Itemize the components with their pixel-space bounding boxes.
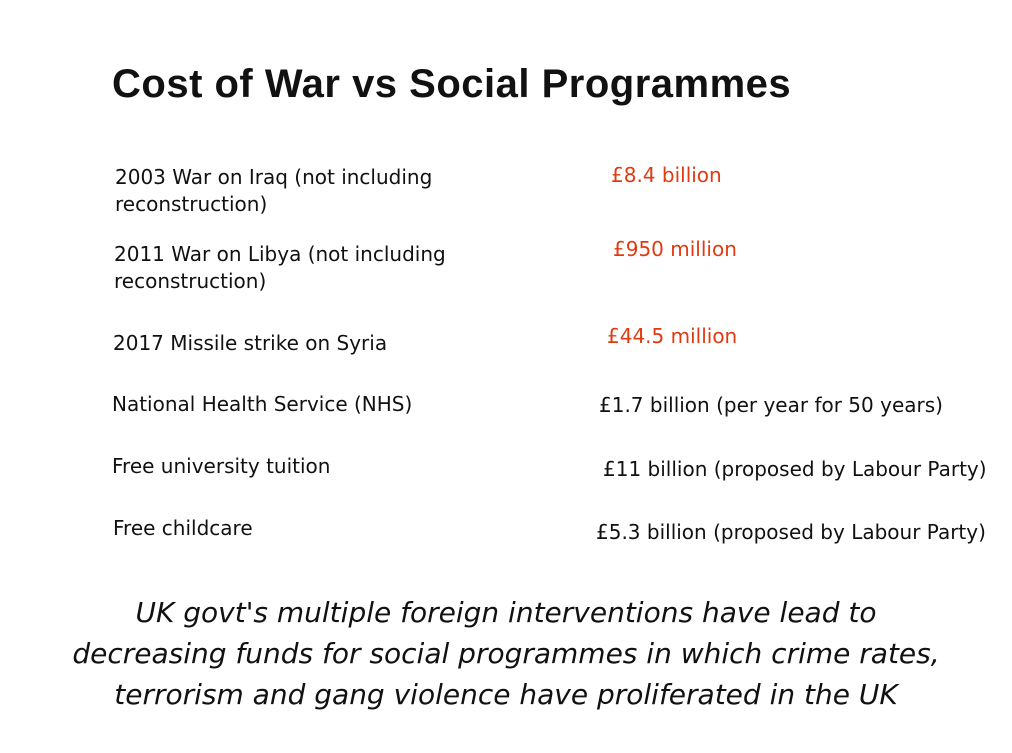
row-label-iraq: 2003 War on Iraq (not including reconstruction) <box>115 165 433 216</box>
row-value-syria: £44.5 million <box>607 324 738 348</box>
row-label-libya: 2011 War on Libya (not including reconstruction) <box>114 242 446 293</box>
slide-title: Cost of War vs Social Programmes <box>112 62 792 106</box>
row-value-iraq: £8.4 billion <box>611 163 722 187</box>
row-label-tuition: Free university tuition <box>112 454 331 478</box>
row-label-childcare: Free childcare <box>113 516 253 540</box>
row-value-libya: £950 million <box>613 237 737 261</box>
row-label-syria: 2017 Missile strike on Syria <box>113 331 388 355</box>
row-label-nhs: National Health Service (NHS) <box>112 392 413 416</box>
row-value-tuition: £11 billion (proposed by Labour Party) <box>603 457 987 481</box>
row-value-nhs: £1.7 billion (per year for 50 years) <box>599 393 943 417</box>
row-value-childcare: £5.3 billion (proposed by Labour Party) <box>596 520 986 544</box>
conclusion-text: UK govt's multiple foreign interventions have lead to decreasing funds for social programmes in which crime rates, terrorism and gang violence have proliferated in the UK <box>72 596 940 711</box>
